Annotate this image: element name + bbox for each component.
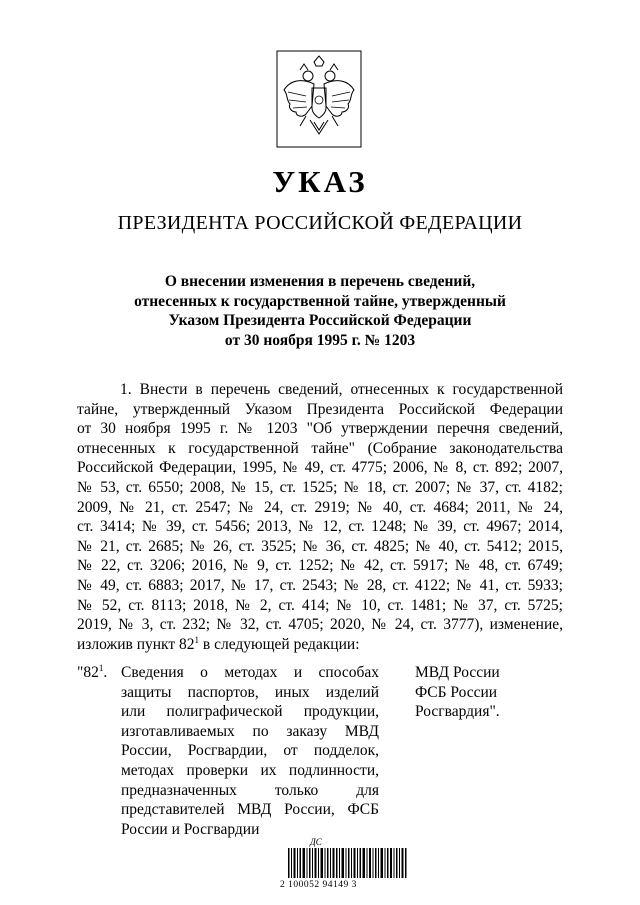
- item-line: изготавливаемых по заказу МВД: [121, 722, 379, 740]
- title-line: О внесении изменения в перечень сведений,: [164, 273, 476, 290]
- document-title: [100, 272, 540, 350]
- barcode-number: 2 100052 94149 3: [280, 880, 357, 890]
- item-line: России и Росгвардии: [121, 820, 260, 838]
- body-line: № 21, ст. 2685; № 26, ст. 3525; № 36, ст. 4825; № 40, ст. 5412; 2015,: [77, 537, 563, 555]
- item-line: предназначенных только для: [121, 781, 379, 799]
- barcode-mark: ДС: [310, 837, 322, 847]
- item-line: Сведения о методах и способах: [121, 664, 379, 681]
- document-type-heading: УКАЗ: [272, 164, 368, 199]
- item-line: представителей МВД России, ФСБ: [121, 801, 379, 819]
- body-line-last: [77, 635, 563, 655]
- superscript: 1: [194, 634, 200, 645]
- body-line: Российской Федерации, 1995, № 49, ст. 4775; 2006, № 8, ст. 892; 2007,: [77, 459, 563, 477]
- body-line: тайне, утвержденный Указом Президента Российской Федерации: [77, 400, 563, 418]
- body-line: № 49, ст. 6883; 2017, № 17, ст. 2543; № 28, ст. 4122; № 41, ст. 5933;: [77, 576, 563, 594]
- body-line: 2019, № 3, ст. 232; № 32, ст. 4705; 2020, № 24, ст. 3777), изменение,: [77, 616, 563, 634]
- agency-line: МВД России: [415, 664, 500, 681]
- body-text-span: в следующей редакции:: [199, 635, 360, 653]
- body-line: № 22, ст. 3206; 2016, № 9, ст. 1252; № 42, ст. 5917; № 48, ст. 6749;: [77, 557, 563, 575]
- item-number-suffix: .: [103, 664, 108, 681]
- item-line: или полиграфической продукции,: [121, 703, 379, 721]
- agency-line: Росгвардия".: [415, 703, 500, 721]
- body-line: № 52, ст. 8113; 2018, № 2, ст. 414; № 10, ст. 1481; № 37, ст. 5725;: [77, 596, 563, 614]
- body-line: 1. Внести в перечень сведений, отнесенных к государственной: [120, 381, 563, 398]
- body-text-span: изложив пункт 82: [77, 635, 195, 653]
- body-paragraph: [77, 380, 563, 654]
- body-line: от 30 ноября 1995 г. № 1203 "Об утверждении перечня сведений,: [77, 420, 563, 438]
- title-line: от 30 ноября 1995 г. № 1203: [224, 331, 416, 349]
- item-number: [77, 663, 107, 683]
- agency-line: ФСБ России: [415, 683, 498, 701]
- responsible-agencies: [415, 663, 500, 722]
- item-line: защиты паспортов, иных изделий: [121, 683, 379, 701]
- item-description: [121, 663, 379, 839]
- superscript: 1: [98, 663, 104, 673]
- item-number-text: "82: [77, 664, 99, 681]
- issuer-heading: ПРЕЗИДЕНТА РОССИЙСКОЙ ФЕДЕРАЦИИ: [117, 212, 523, 234]
- title-line: отнесенных к государственной тайне, утвержденный: [134, 292, 506, 310]
- item-line: России, Росгвардии, от подделок,: [121, 742, 379, 760]
- body-line: 2009, № 21, ст. 2547; № 24, ст. 2919; № 40, ст. 4684; 2011, № 24,: [77, 498, 563, 516]
- body-line: № 53, ст. 6550; 2008, № 15, ст. 1525; № 18, ст. 2007; № 37, ст. 4182;: [77, 478, 563, 496]
- item-line: методах проверки их подлинности,: [121, 761, 379, 779]
- title-line: Указом Президента Российской Федерации: [168, 312, 472, 329]
- coat-of-arms-emblem: [276, 50, 362, 148]
- body-line: ст. 3414; № 39, ст. 5456; 2013, № 12, ст. 1248; № 39, ст. 4967; 2014,: [77, 518, 563, 536]
- body-line: отнесенных к государственной тайне" (Собрание законодательства: [77, 439, 563, 457]
